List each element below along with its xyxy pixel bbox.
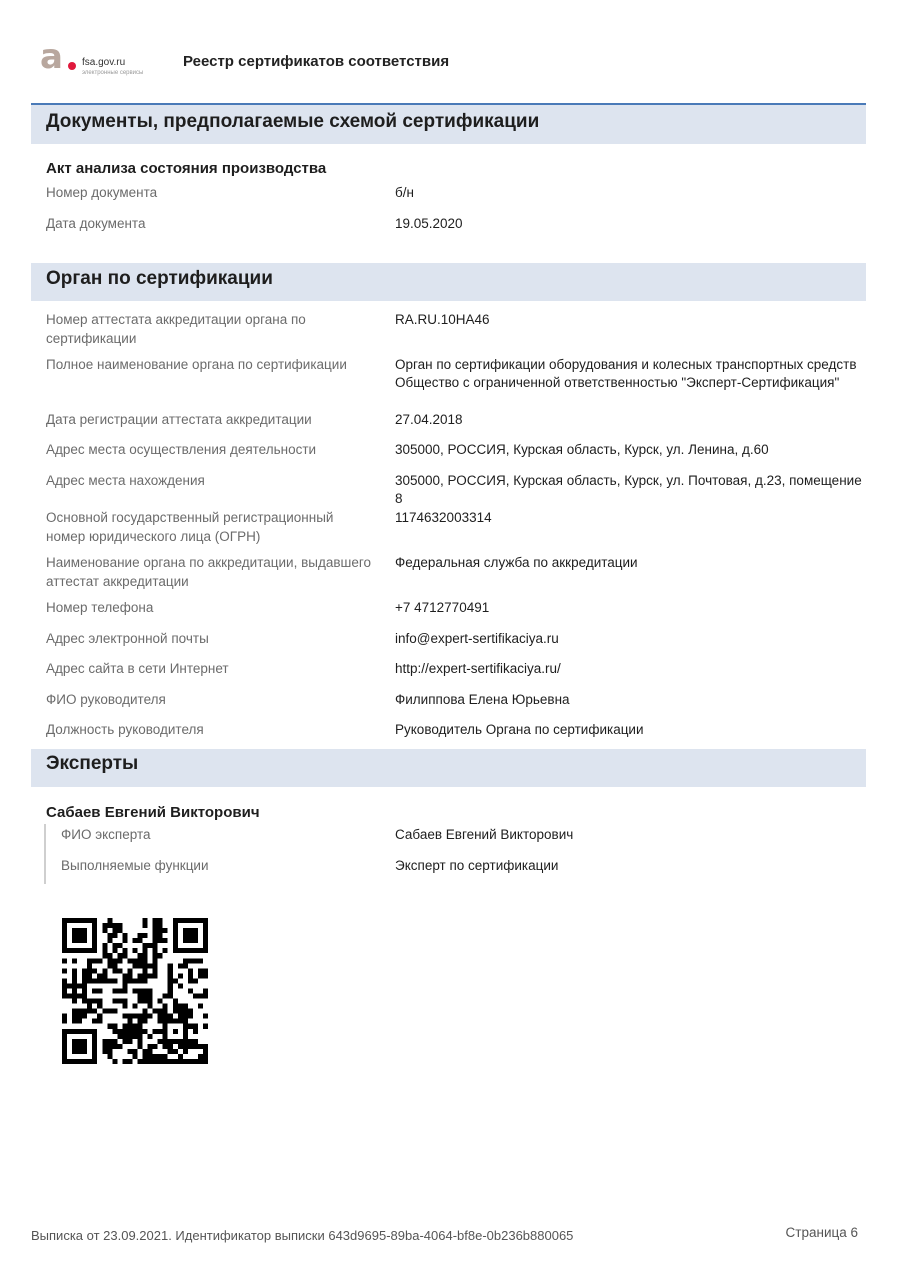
document-title: Акт анализа состояния производства (46, 160, 327, 177)
field-label: Адрес места нахождения (46, 473, 205, 488)
field-label: Выполняемые функции (61, 858, 209, 873)
field-value: 27.04.2018 (395, 412, 463, 427)
field-value: б/н (395, 185, 414, 200)
section-title: Эксперты (46, 753, 139, 774)
field-label: Полное наименование органа по сертификации (46, 357, 347, 372)
field-value: Сабаев Евгений Викторович (395, 827, 574, 842)
section-title: Документы, предполагаемые схемой сертификации (46, 111, 540, 132)
field-label: Номер телефона (46, 600, 154, 615)
field-label: Дата документа (46, 216, 146, 231)
field-value: Орган по сертификации оборудования и колесных транспортных средств Общество с ограниченной ответственностью "Эксперт-Сертификация" (395, 357, 857, 390)
field-value: Эксперт по сертификации (395, 858, 559, 873)
logo-letter: a (40, 37, 63, 77)
section-title: Орган по сертификации (46, 268, 273, 289)
field-value: +7 4712770491 (395, 600, 490, 615)
field-label: ФИО эксперта (61, 827, 151, 842)
fsa-logo[interactable] (40, 37, 160, 84)
field-label: ФИО руководителя (46, 692, 166, 707)
logo-subtitle: электронные сервисы (82, 70, 144, 76)
expert-name-heading: Сабаев Евгений Викторович (46, 804, 260, 821)
field-value: 305000, РОССИЯ, Курская область, Курск, ул. Почтовая, д.23, помещение 8 (395, 473, 862, 506)
field-label: Дата регистрации аттестата аккредитации (46, 412, 312, 427)
field-label: Адрес электронной почты (46, 631, 209, 646)
field-label: Адрес сайта в сети Интернет (46, 661, 229, 676)
extract-footer: Выписка от 23.09.2021. Идентификатор выписки 643d9695-89ba-4064-bf8e-0b236b880065 (31, 1228, 574, 1243)
field-value: 1174632003314 (395, 510, 492, 525)
logo-dot-icon (68, 62, 76, 70)
page-header (0, 0, 904, 104)
expert-indent-line (44, 824, 46, 884)
field-label: Должность руководителя (46, 722, 204, 737)
field-label: Номер документа (46, 185, 158, 200)
field-value: Федеральная служба по аккредитации (395, 555, 638, 570)
field-value: Руководитель Органа по сертификации (395, 722, 644, 737)
field-label: Основной государственный регистрационный номер юридического лица (ОГРН) (46, 510, 334, 544)
field-label: Номер аттестата аккредитации органа по сертификации (46, 312, 306, 346)
section-certification-body-header (31, 263, 866, 301)
qr-code (62, 918, 208, 1064)
page-number: Страница 6 (785, 1225, 858, 1240)
field-label: Адрес места осуществления деятельности (46, 442, 317, 457)
registry-title: Реестр сертификатов соответствия (183, 53, 450, 70)
section-experts-header (31, 749, 866, 787)
website-link[interactable]: http://expert-sertifikaciya.ru/ (395, 661, 561, 676)
field-value: Филиппова Елена Юрьевна (395, 692, 570, 707)
field-label: Наименование органа по аккредитации, выдавшего аттестат аккредитации (46, 555, 371, 589)
logo-site-text: fsa.gov.ru (82, 57, 126, 68)
email-link[interactable]: info@expert-sertifikaciya.ru (395, 631, 559, 646)
field-value: 19.05.2020 (395, 216, 463, 231)
field-value: 305000, РОССИЯ, Курская область, Курск, ул. Ленина, д.60 (395, 442, 769, 457)
section-documents-header (31, 105, 866, 144)
field-value: RA.RU.10НА46 (395, 312, 490, 327)
